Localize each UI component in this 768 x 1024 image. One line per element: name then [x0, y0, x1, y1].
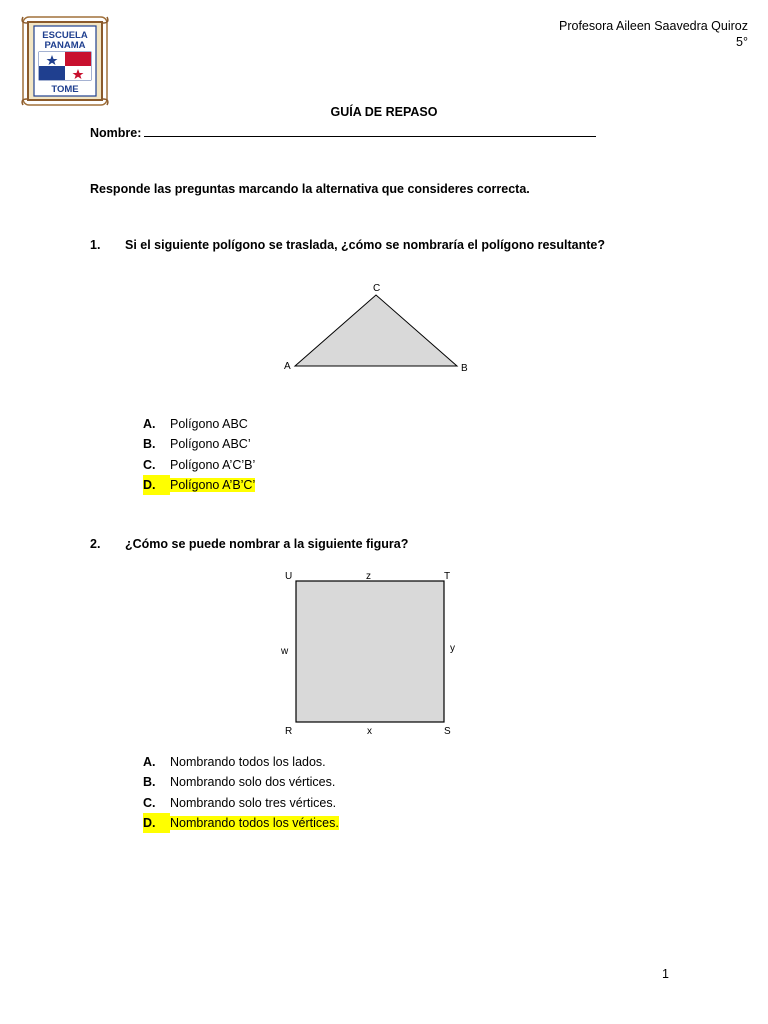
- option-b[interactable]: [143, 772, 339, 792]
- option-letter: D.: [143, 813, 170, 833]
- option-letter: B.: [143, 775, 156, 790]
- triangle-figure: [280, 280, 480, 376]
- side-label-x: x: [367, 726, 372, 737]
- name-label: Nombre:: [90, 126, 142, 140]
- option-text: Nombrando solo dos vértices.: [170, 775, 336, 790]
- name-blank-line: [144, 124, 596, 137]
- grade-label: 5°: [736, 35, 748, 49]
- instructions: Responde las preguntas marcando la alternativa que consideres correcta.: [90, 182, 530, 196]
- page-number: 1: [662, 967, 669, 981]
- option-letter: B.: [143, 437, 156, 452]
- vertex-label-a: A: [284, 361, 291, 372]
- vertex-label-r: R: [285, 726, 293, 737]
- vertex-label-c: C: [373, 283, 381, 294]
- option-a[interactable]: [143, 414, 255, 434]
- vertex-label-b: B: [461, 363, 468, 374]
- logo-text-1: ESCUELA: [42, 30, 88, 41]
- question-1: [90, 238, 605, 252]
- question-text: ¿Cómo se puede nombrar a la siguiente figura?: [125, 537, 409, 551]
- question-2: [90, 537, 408, 551]
- question-text: Si el siguiente polígono se traslada, ¿cómo se nombraría el polígono resultante?: [125, 238, 605, 252]
- option-d-highlighted[interactable]: [143, 813, 339, 833]
- question-number: 2.: [90, 537, 101, 551]
- option-letter: C.: [143, 457, 156, 472]
- option-text: Polígono ABC’: [170, 437, 251, 452]
- vertex-label-t: T: [444, 571, 451, 582]
- option-text: Polígono ABC: [170, 417, 248, 431]
- option-text: Polígono A’C’B’: [170, 457, 256, 472]
- option-text: Nombrando solo tres vértices.: [170, 795, 337, 810]
- square-figure: [276, 566, 466, 742]
- name-field: [90, 124, 596, 140]
- side-label-y: y: [450, 643, 455, 654]
- option-d-highlighted[interactable]: [143, 475, 255, 495]
- side-label-z: z: [366, 571, 371, 582]
- option-text: Polígono A’B’C’: [170, 477, 256, 492]
- option-letter: A.: [143, 755, 156, 769]
- option-text: Nombrando todos los lados.: [170, 755, 326, 769]
- side-label-w: w: [281, 646, 289, 657]
- option-c[interactable]: [143, 793, 339, 813]
- vertex-label-u: U: [285, 571, 293, 582]
- document-header: [559, 18, 748, 50]
- option-a[interactable]: [143, 752, 339, 772]
- option-c[interactable]: [143, 455, 255, 475]
- vertex-label-s: S: [444, 726, 451, 737]
- option-b[interactable]: [143, 434, 255, 454]
- option-letter: C.: [143, 795, 156, 810]
- question-1-options: [143, 414, 255, 495]
- teacher-name: Profesora Aileen Saavedra Quiroz: [559, 19, 748, 33]
- option-text: Nombrando todos los vértices.: [170, 815, 339, 830]
- logo-text-3: TOME: [51, 84, 79, 95]
- school-logo: [20, 14, 110, 108]
- option-letter: A.: [143, 417, 156, 431]
- logo-text-2: PANAMA: [44, 40, 86, 51]
- option-letter: D.: [143, 475, 170, 495]
- question-2-options: [143, 752, 339, 833]
- question-number: 1.: [90, 238, 101, 252]
- document-title: GUÍA DE REPASO: [330, 105, 438, 119]
